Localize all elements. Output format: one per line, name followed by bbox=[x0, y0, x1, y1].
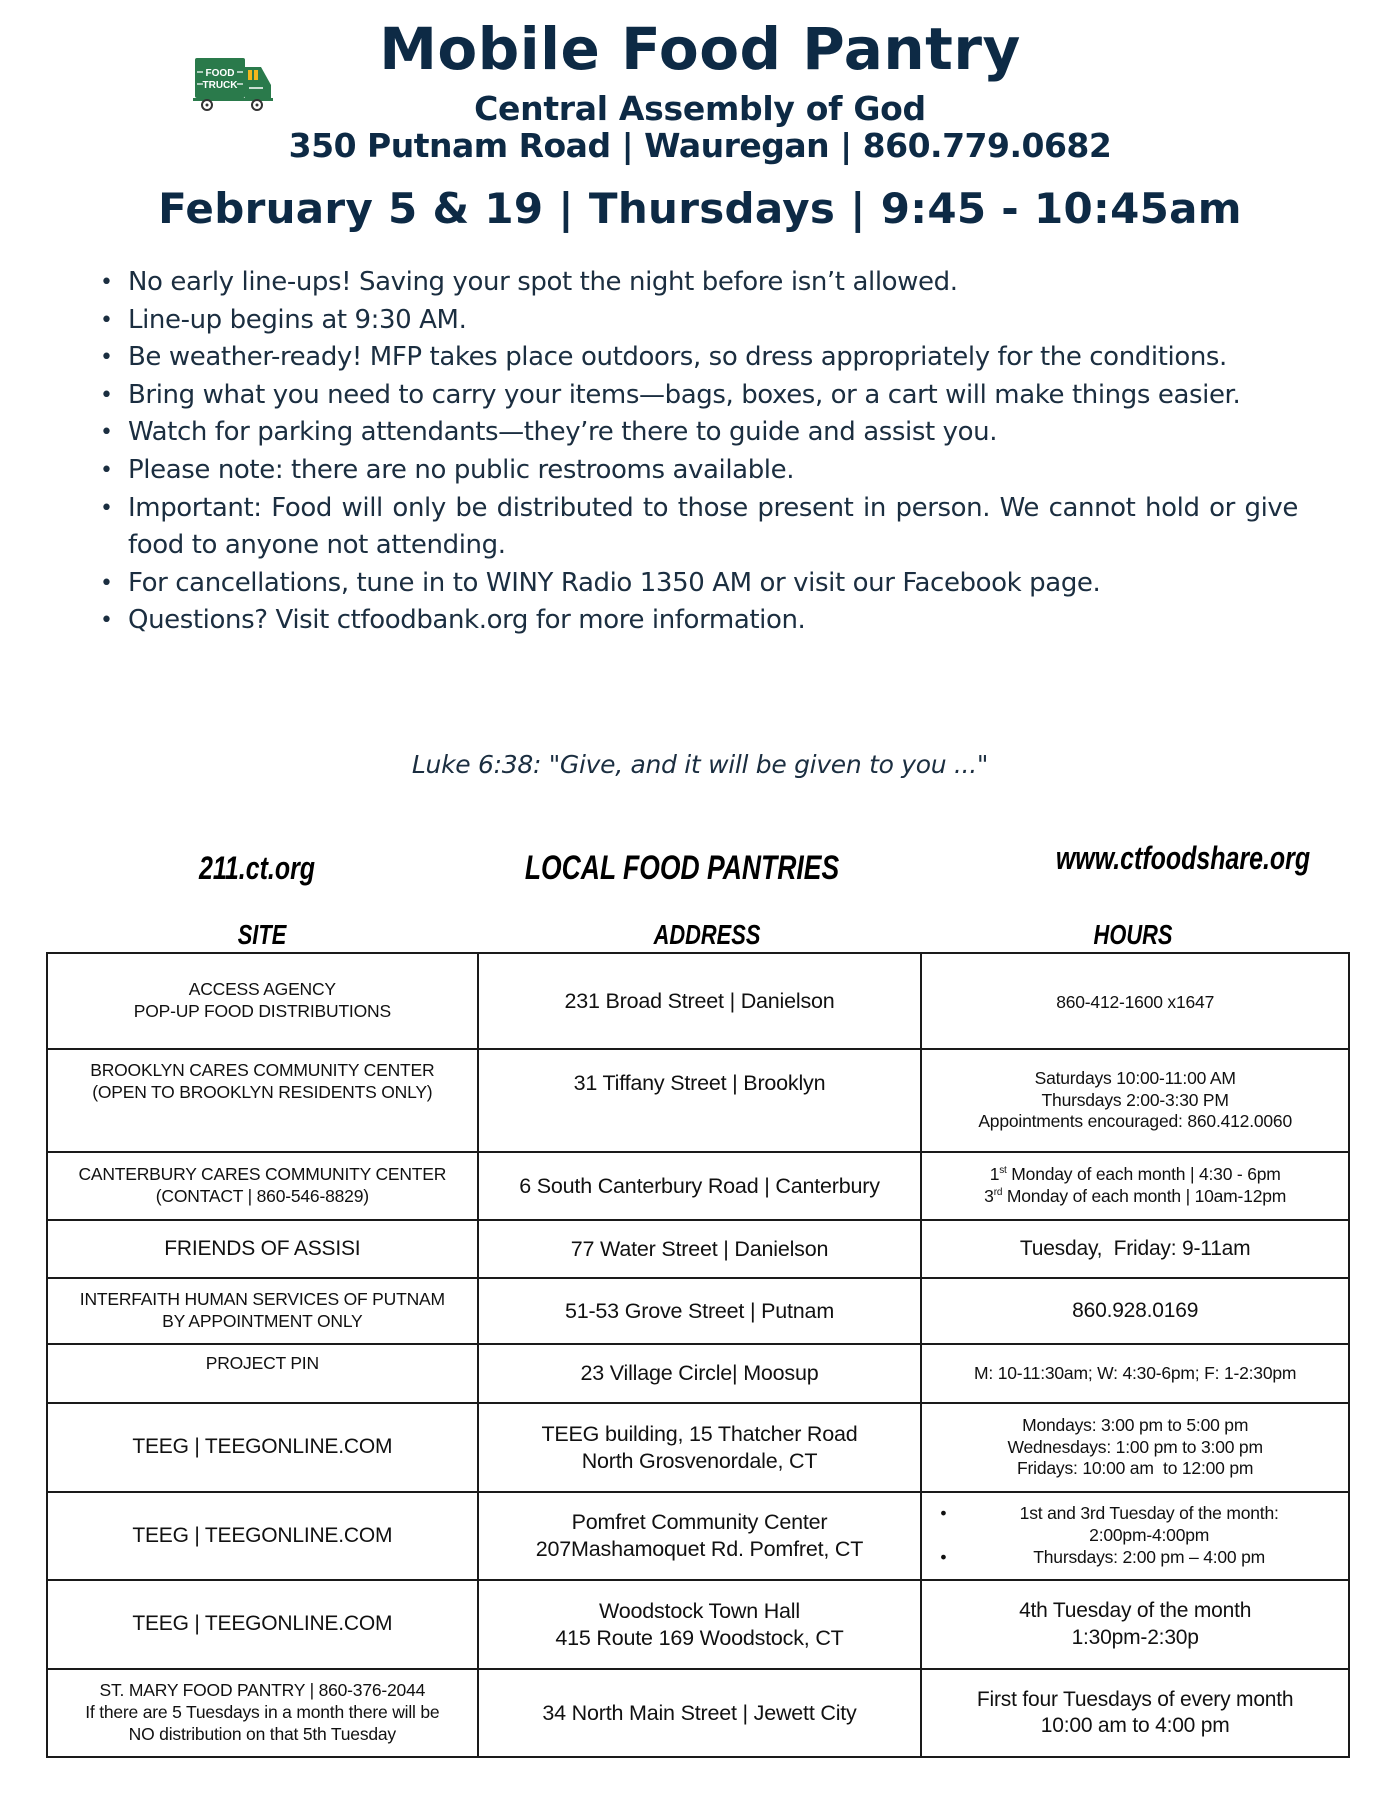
address-line: 415 Route 169 Woodstock, CT bbox=[555, 1625, 844, 1650]
logo-text-truck: TRUCK bbox=[202, 80, 238, 91]
address-cell bbox=[478, 1278, 922, 1344]
site-line: INTERFAITH HUMAN SERVICES OF PUTNAM bbox=[79, 1289, 445, 1310]
hours-bullet-item bbox=[926, 1547, 1344, 1569]
hours-line: Saturdays 10:00-11:00 AM bbox=[1034, 1067, 1236, 1088]
schedule-line: February 5 & 19 | Thursdays | 9:45 - 10:45am bbox=[158, 184, 1242, 233]
hours-text: Monday of each month | 4:30 - 6pm bbox=[1006, 1164, 1281, 1185]
ordinal-suffix: rd bbox=[993, 1187, 1003, 1199]
table-row bbox=[47, 1220, 1349, 1278]
hours-text: Monday of each month | 10am-12pm bbox=[1002, 1186, 1287, 1206]
hours-cell bbox=[921, 1669, 1349, 1757]
ordinal-number: 3 bbox=[984, 1186, 994, 1206]
address-line: Woodstock Town Hall bbox=[599, 1598, 800, 1623]
site-line: ACCESS AGENCY bbox=[188, 979, 336, 1000]
rule-item bbox=[100, 264, 1298, 302]
site-line: TEEG | TEEGONLINE.COM bbox=[132, 1523, 393, 1547]
table-row bbox=[47, 1580, 1349, 1669]
address-cell bbox=[478, 1580, 922, 1669]
site-line: TEEG | TEEGONLINE.COM bbox=[132, 1435, 393, 1459]
rule-item bbox=[100, 339, 1298, 377]
hours-cell bbox=[921, 1344, 1349, 1403]
address-line: 77 Water Street | Danielson bbox=[570, 1236, 829, 1261]
pantries-title: LOCAL FOOD PANTRIES bbox=[524, 849, 840, 887]
address-line: 34 North Main Street | Jewett City bbox=[542, 1700, 857, 1725]
rules-list bbox=[100, 264, 1298, 640]
rule-text: Please note: there are no public restrooms available. bbox=[128, 454, 795, 485]
address-line: 31 Tiffany Street | Brooklyn bbox=[573, 1071, 826, 1095]
table-row bbox=[47, 1403, 1349, 1492]
site-line: POP-UP FOOD DISTRIBUTIONS bbox=[133, 1001, 391, 1021]
address-line: 6 South Canterbury Road | Canterbury bbox=[519, 1173, 880, 1198]
address-cell bbox=[478, 1152, 922, 1220]
hours-line: First four Tuesdays of every month bbox=[976, 1687, 1294, 1711]
bullet-icon: • bbox=[100, 495, 113, 521]
hours-line: Tuesday, Friday: 9-11am bbox=[1019, 1236, 1251, 1260]
column-header-site: SITE bbox=[237, 919, 287, 950]
bullet-icon: • bbox=[100, 608, 113, 634]
pantries-table bbox=[46, 952, 1350, 1758]
address-cell bbox=[478, 953, 922, 1049]
site-cell bbox=[47, 1492, 478, 1580]
table-row bbox=[47, 1344, 1349, 1403]
hours-cell bbox=[921, 1580, 1349, 1669]
address-line: 51-53 Grove Street | Putnam bbox=[564, 1298, 835, 1323]
logo-text-food: FOOD bbox=[205, 68, 235, 79]
site-cell bbox=[47, 1152, 478, 1220]
ordinal-suffix: st bbox=[999, 1165, 1007, 1177]
hours-cell bbox=[921, 1403, 1349, 1492]
address-line: Pomfret Community Center bbox=[571, 1510, 828, 1535]
rule-text: Important: Food will only be distributed to those present in person. We cannot hold or give food to anyone not attending. bbox=[128, 492, 1298, 561]
hours-cell bbox=[921, 1152, 1349, 1220]
bullet-icon: • bbox=[100, 307, 113, 333]
ordinal-number: 1 bbox=[989, 1164, 1000, 1185]
hours-cell bbox=[921, 1049, 1349, 1152]
rule-text: Line-up begins at 9:30 AM. bbox=[128, 304, 467, 335]
address-cell bbox=[478, 1344, 922, 1403]
page-title: Mobile Food Pantry bbox=[379, 15, 1021, 83]
address-line: 207Mashamoquet Rd. Pomfret, CT bbox=[535, 1537, 864, 1561]
organization-address: 350 Putnam Road | Wauregan | 860.779.0682 bbox=[288, 126, 1112, 165]
table-row bbox=[47, 1492, 1349, 1580]
hours-cell bbox=[921, 953, 1349, 1049]
address-cell bbox=[478, 1492, 922, 1580]
bullet-icon: • bbox=[940, 1503, 947, 1524]
site-cell bbox=[47, 1669, 478, 1757]
rule-item bbox=[100, 565, 1298, 603]
link-ctfoodshare[interactable]: www.ctfoodshare.org bbox=[1055, 840, 1311, 876]
hours-line: M: 10-11:30am; W: 4:30-6pm; F: 1-2:30pm bbox=[974, 1362, 1297, 1383]
hours-line: Fridays: 10:00 am to 12:00 pm bbox=[1017, 1458, 1254, 1479]
site-cell bbox=[47, 953, 478, 1049]
rule-item bbox=[100, 302, 1298, 340]
site-cell bbox=[47, 1278, 478, 1344]
hours-line: Thursdays: 2:00 pm – 4:00 pm bbox=[1033, 1546, 1266, 1567]
rule-text: No early line-ups! Saving your spot the night before isn’t allowed. bbox=[128, 267, 958, 297]
bullet-icon: • bbox=[100, 457, 113, 483]
rule-text: For cancellations, tune in to WINY Radio 1350 AM or visit our Facebook page. bbox=[128, 567, 1101, 598]
rule-text: Be weather-ready! MFP takes place outdoors, so dress appropriately for the conditions. bbox=[128, 342, 1227, 373]
table-row bbox=[47, 1152, 1349, 1220]
bullet-icon: • bbox=[100, 345, 113, 371]
address-cell bbox=[478, 1049, 922, 1152]
hours-line: 860.928.0169 bbox=[1072, 1298, 1199, 1322]
rule-text: Watch for parking attendants—they’re there to guide and assist you. bbox=[128, 417, 998, 448]
organization-name: Central Assembly of God bbox=[474, 89, 926, 128]
address-line: 23 Village Circle| Moosup bbox=[580, 1361, 819, 1386]
site-line: (OPEN TO BROOKLYN RESIDENTS ONLY) bbox=[92, 1081, 433, 1102]
hours-line: 1st and 3rd Tuesday of the month: bbox=[1019, 1503, 1279, 1524]
column-header-hours: HOURS bbox=[1093, 919, 1173, 950]
site-cell bbox=[47, 1403, 478, 1492]
site-line: PROJECT PIN bbox=[205, 1353, 319, 1373]
table-row bbox=[47, 953, 1349, 1049]
bullet-icon: • bbox=[100, 570, 113, 596]
table-row bbox=[47, 1049, 1349, 1152]
site-cell bbox=[47, 1580, 478, 1669]
rule-text: Bring what you need to carry your items—bags, boxes, or a cart will make things easier. bbox=[128, 379, 1241, 410]
rule-item bbox=[100, 414, 1298, 452]
address-line: TEEG building, 15 Thatcher Road bbox=[541, 1421, 858, 1446]
site-line: BY APPOINTMENT ONLY bbox=[162, 1311, 363, 1331]
site-cell bbox=[47, 1220, 478, 1278]
hours-cell bbox=[921, 1220, 1349, 1278]
bullet-icon: • bbox=[100, 270, 113, 295]
site-line: TEEG | TEEGONLINE.COM bbox=[132, 1612, 393, 1636]
scripture-quote: Luke 6:38: "Give, and it will be given to you ..." bbox=[411, 750, 989, 779]
site-line: ST. MARY FOOD PANTRY | 860-376-2044 bbox=[99, 1680, 426, 1701]
hours-cell bbox=[921, 1492, 1349, 1580]
bullet-icon: • bbox=[940, 1546, 947, 1567]
address-line: 231 Broad Street | Danielson bbox=[564, 988, 835, 1013]
hours-line: 1:30pm-2:30p bbox=[1071, 1625, 1199, 1649]
site-cell bbox=[47, 1049, 478, 1152]
rule-item bbox=[100, 490, 1298, 565]
bullet-icon: • bbox=[100, 382, 113, 408]
hours-line bbox=[926, 1186, 1344, 1208]
site-line: BROOKLYN CARES COMMUNITY CENTER bbox=[90, 1060, 435, 1080]
hours-line: 860-412-1600 x1647 bbox=[1056, 992, 1215, 1013]
hours-cell bbox=[921, 1278, 1349, 1344]
hours-line: Wednesdays: 1:00 pm to 3:00 pm bbox=[1007, 1436, 1263, 1457]
site-line: NO distribution on that 5th Tuesday bbox=[128, 1723, 396, 1744]
table-row bbox=[47, 1278, 1349, 1344]
address-cell bbox=[478, 1220, 922, 1278]
bullet-icon: • bbox=[100, 420, 113, 446]
hours-line: Thursdays 2:00-3:30 PM bbox=[1041, 1089, 1229, 1110]
rule-item bbox=[100, 452, 1298, 490]
hours-line: Mondays: 3:00 pm to 5:00 pm bbox=[1022, 1414, 1249, 1435]
site-line: CANTERBURY CARES COMMUNITY CENTER bbox=[78, 1164, 447, 1185]
hours-line: Appointments encouraged: 860.412.0060 bbox=[978, 1111, 1292, 1132]
address-cell bbox=[478, 1669, 922, 1757]
hours-bullet-item bbox=[926, 1503, 1344, 1547]
hours-line bbox=[926, 1164, 1344, 1186]
table-row bbox=[47, 1669, 1349, 1757]
address-cell bbox=[478, 1403, 922, 1492]
site-line: FRIENDS OF ASSISI bbox=[164, 1236, 361, 1260]
hours-line: 10:00 am to 4:00 pm bbox=[1040, 1714, 1230, 1737]
rule-item bbox=[100, 377, 1298, 415]
address-line: North Grosvenordale, CT bbox=[581, 1448, 818, 1473]
site-cell bbox=[47, 1344, 478, 1403]
rule-text: Questions? Visit ctfoodbank.org for more information. bbox=[128, 605, 806, 636]
link-211[interactable]: 211.ct.org bbox=[198, 850, 316, 886]
column-header-address: ADDRESS bbox=[653, 919, 761, 950]
site-line: If there are 5 Tuesdays in a month there will be bbox=[85, 1702, 440, 1723]
site-line: (CONTACT | 860-546-8829) bbox=[155, 1186, 369, 1206]
hours-line: 4th Tuesday of the month bbox=[1019, 1599, 1252, 1623]
hours-line: 2:00pm-4:00pm bbox=[1089, 1525, 1210, 1546]
rule-item bbox=[100, 602, 1298, 640]
